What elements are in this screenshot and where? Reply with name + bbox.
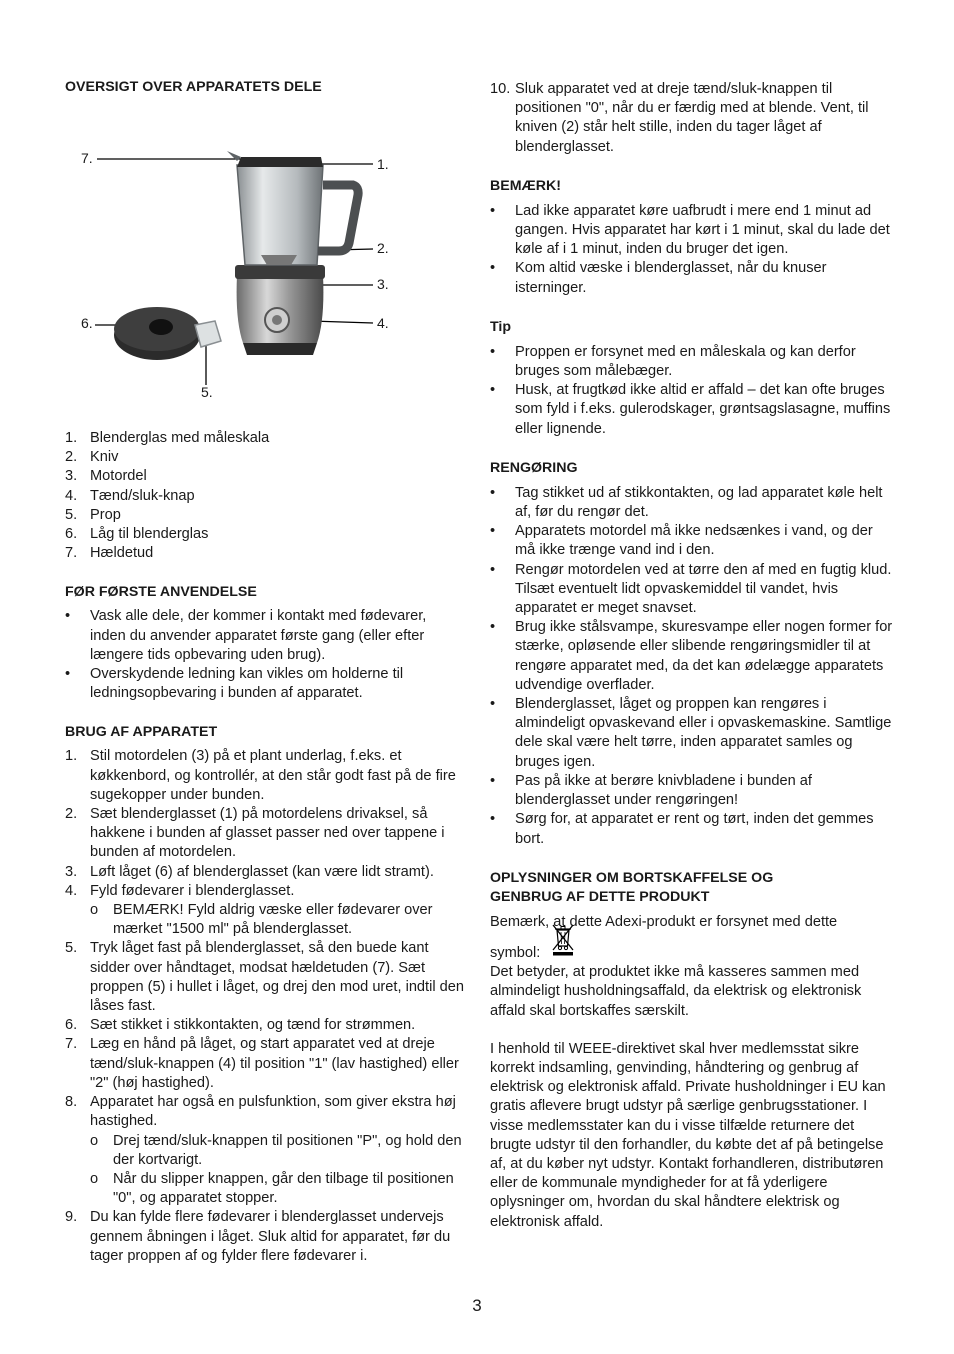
list-item: • Tag stikket ud af stikkontakten, og lad apparatet køle helt af, før du rengør det. bbox=[490, 484, 883, 521]
before-first-use-heading: FØR FØRSTE ANVENDELSE bbox=[65, 584, 257, 601]
parts-list bbox=[65, 429, 465, 563]
list-item: • Overskydende ledning kan vikles om holderne til ledningsopbevaring i bunden af apparatet. bbox=[65, 666, 404, 702]
sub-item: o Drej tænd/sluk-knappen til positionen "P", og hold den der kortvarigt. bbox=[90, 1132, 462, 1168]
tip-list bbox=[490, 343, 895, 439]
list-item: 7. Læg en hånd på låget, og start apparatet ved at dreje tænd/sluk-knappen (4) til position "1" (lav hastighed) eller "2" (høj hastighed). bbox=[65, 1036, 459, 1091]
symbol-label: symbol: bbox=[490, 944, 541, 961]
list-item: 7. Hældetud bbox=[65, 545, 154, 562]
list-item: 5. Prop bbox=[65, 506, 121, 523]
note-list bbox=[490, 202, 895, 298]
step-10: 10. Sluk apparatet ved at dreje tænd/sluk-knappen til positionen "0", når du er færdig med at blende. Vent, til kniven (2) står helt stille, inden du tager låget af blenderglasset. bbox=[490, 81, 869, 155]
list-item: • Pas på ikke at berøre knivbladene i bunden af blenderglasset under rengøringen! bbox=[490, 772, 812, 809]
list-item: 1. Stil motordelen (3) på et plant underlag, f.eks. et køkkenbord, og kontrollér, at den står godt fast på de fire sugekopper under bunden. bbox=[65, 748, 456, 803]
left-column bbox=[65, 78, 465, 1266]
list-item: • Husk, at frugtkød ikke altid er affald – det kan ofte bruges som fyld i f.eks. gulerodskager, grøntsagslasagne, muffins eller lignende. bbox=[490, 382, 891, 437]
list-item: 9. Du kan fylde flere fødevarer i blenderglasset undervejs gennem åbningen i låget. Sluk altid for apparatet, før du tager proppen af og fylder flere fødevarer i. bbox=[65, 1209, 451, 1264]
list-item: • Lad ikke apparatet køre uafbrudt i mere end 1 minut ad gangen. Hvis apparatet har kørt i 1 minut, skal du lade det køle af i 1 minut, inden du bruger det igen. bbox=[490, 202, 890, 258]
list-item: • Blenderglasset, låget og proppen kan rengøres i almindeligt opvaskevand eller i opvaskemaskine. Samtlige dele skal være helt tørre, inden apparatet samles og bruges igen. bbox=[490, 696, 892, 770]
list-item: 4. Fyld fødevarer i blenderglasset. o BEMÆRK! Fyld aldrig væske eller fødevarer over mærket "1500 ml" på blenderglasset. bbox=[65, 882, 465, 940]
list-item: 1. Blenderglas med måleskala bbox=[65, 430, 270, 446]
list-item: • Vask alle dele, der kommer i kontakt med fødevarer, inden du anvender apparatet første gang (eller efter længere tids opbevaring uden brug). bbox=[65, 608, 427, 663]
overview-heading: OVERSIGT OVER APPARATETS DELE bbox=[65, 79, 322, 95]
tip-heading: Tip bbox=[490, 318, 512, 335]
disposal-heading: OPLYSNINGER OM BORTSKAFFELSE OG GENBRUG AF DETTE PRODUKT bbox=[490, 869, 774, 905]
cleaning-list bbox=[490, 484, 895, 849]
list-item: 3. Motordel bbox=[65, 468, 147, 485]
blender-illustration bbox=[65, 115, 465, 401]
weee-bin-icon bbox=[552, 924, 574, 956]
list-item: • Apparatets motordel må ikke nedsænkes i vand, og der må ikke trænge vand ind i den. bbox=[490, 523, 873, 559]
sub-item: o Når du slipper knappen, går den tilbage til positionen "0", og apparatet stopper. bbox=[90, 1170, 454, 1207]
callout-1: 1. bbox=[377, 156, 389, 172]
usage-heading: BRUG AF APPARATET bbox=[65, 724, 218, 741]
before-first-use-list bbox=[65, 607, 465, 703]
list-item: 4. Tænd/sluk-knap bbox=[65, 487, 195, 504]
usage-list bbox=[65, 747, 465, 1265]
cleaning-heading: RENGØRING bbox=[490, 459, 578, 476]
list-item: 2. Sæt blenderglasset (1) på motordelens drivaksel, så hakkene i bunden af glasset passer ned over tappene i bunden af motordelen. bbox=[65, 806, 445, 861]
disposal-paragraph-1: Det betyder, at produktet ikke må kasseres sammen med almindeligt husholdningsaffald, da elektrisk og elektronisk affald skal bortskaffes særskilt. bbox=[490, 964, 862, 1019]
list-item: 5. Tryk låget fast på blenderglasset, så den buede kant sidder over håndtaget, modsat hældetuden (7). Sæt proppen (5) i hullet i låget, og drej den mod uret, indtil den låses fast. bbox=[65, 940, 464, 1015]
right-column bbox=[490, 80, 895, 1232]
list-item: • Proppen er forsynet med en måleskala og kan derfor bruges som målebæger. bbox=[490, 343, 856, 380]
callout-7: 7. bbox=[81, 150, 93, 166]
callout-5: 5. bbox=[201, 384, 213, 400]
list-item: 6. Sæt stikket i stikkontakten, og tænd for strømmen. bbox=[65, 1017, 416, 1034]
note-heading: BEMÆRK! bbox=[490, 177, 561, 194]
list-item: • Kom altid væske i blenderglasset, når du knuser isterninger. bbox=[490, 260, 827, 296]
callout-3: 3. bbox=[377, 276, 389, 292]
callout-4: 4. bbox=[377, 315, 389, 331]
list-item: • Brug ikke stålsvampe, skuresvampe eller nogen former for stærke, opløsende eller slibende rengøringsmidler til at rengøre apparatet med, da det kan ødelægge apparatets udvendige overflader. bbox=[490, 619, 893, 693]
list-item: 2. Kniv bbox=[65, 449, 119, 466]
page-number: 3 bbox=[472, 1296, 482, 1315]
symbol-line bbox=[490, 944, 895, 963]
disposal-paragraph-2: I henhold til WEEE-direktivet skal hver medlemsstat sikre korrekt indsamling, genvinding, håndtering og genbrug af elektrisk og elektronisk affald. Private husholdninger i EU kan gratis aflevere brugt udstyr på særlige genbrugsstationer. I visse medlemsstater kan du i visse tilfælde returnere det brugte udstyr til den forhandler, du købte det af på betingelse af, at du køber nyt udstyr. Kontakt forhandleren, distributøren eller de kommunale myndigheder for at få yderligere oplysninger om, hvordan du skal håndtere elektrisk og elektronisk affald. bbox=[490, 1040, 886, 1230]
sub-item: o BEMÆRK! Fyld aldrig væske eller fødevarer over mærket "1500 ml" på blenderglasset. bbox=[90, 902, 433, 938]
list-item: • Rengør motordelen ved at tørre den af med en fugtig klud. Tilsæt eventuelt lidt opvaskemiddel til vandet, hvis apparatet er meget snavset. bbox=[490, 561, 892, 617]
blender-figure bbox=[65, 115, 465, 401]
callout-2: 2. bbox=[377, 240, 389, 256]
disposal-intro: Bemærk, at dette Adexi-produkt er forsynet med dette bbox=[490, 913, 838, 930]
callout-6: 6. bbox=[81, 315, 93, 331]
list-item: 3. Løft låget (6) af blenderglasset (kan være lidt stramt). bbox=[65, 863, 434, 880]
list-item: 6. Låg til blenderglas bbox=[65, 526, 209, 543]
list-item: • Sørg for, at apparatet er rent og tørt, inden det gemmes bort. bbox=[490, 811, 874, 847]
list-item: 8. Apparatet har også en pulsfunktion, som giver ekstra høj hastighed. o Drej tænd/sluk-knappen til positionen "P", og hold den der kortvarigt. o Når du slipper knappen, går den tilbage til positionen "0", og apparatet stopper. bbox=[65, 1093, 465, 1208]
